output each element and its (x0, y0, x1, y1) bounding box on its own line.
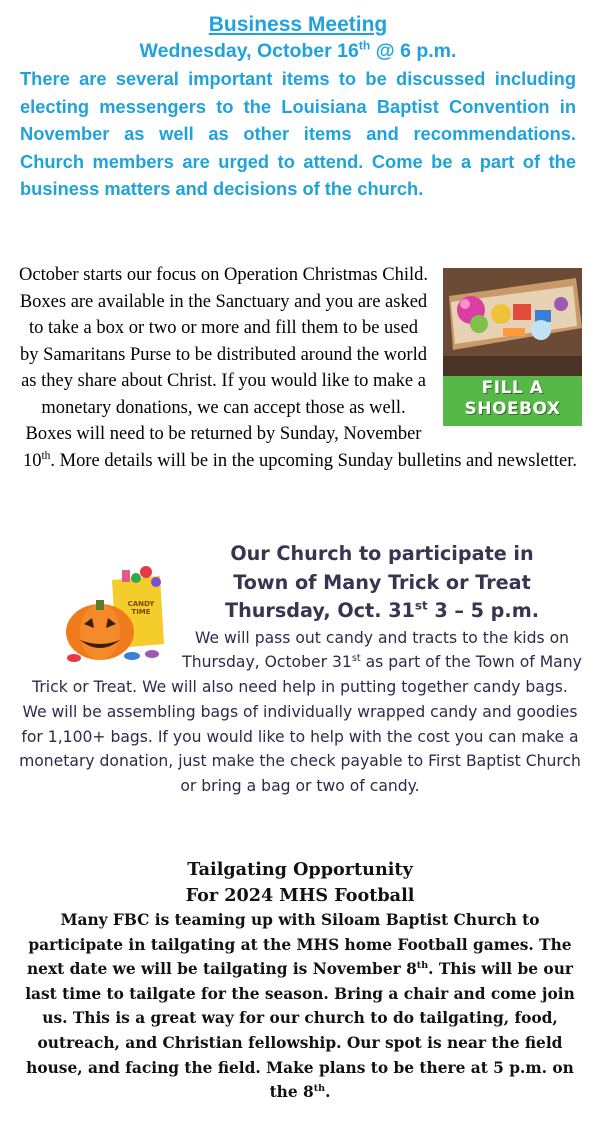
operation-christmas-child-section (18, 262, 582, 474)
tot-date-sup: st (414, 598, 428, 613)
tg-body-part2: . This will be our last time to tailgate for the season. Bring a chair and come join us. This is a great way for our church to do tailgating, food, outreach, and Christian fellowship. Our spot is near the field house, and facing the field. Make plans to be there at 5 p.m. on the 8 (25, 960, 575, 1102)
candy-pumpkin-image (60, 566, 172, 666)
shoebox-banner-text: FILL A SHOEBOX (464, 378, 561, 419)
occ-body-part2: . More details will be in the upcoming Sunday bulletins and newsletter. (50, 450, 578, 471)
trick-or-treat-title-line1: Our Church to participate in (230, 542, 534, 565)
tg-body-part1: Many FBC is teaming up with Siloam Baptist Church to participate in tailgating at the MHS home Football games. The next date we will be tailgating is November 8 (26, 911, 572, 979)
trick-or-treat-section (18, 540, 582, 799)
tg-body-part3: . (325, 1083, 331, 1102)
business-meeting-date-sup: th (358, 38, 371, 53)
tg-body-sup2: th (313, 1083, 326, 1095)
business-meeting-date (20, 38, 576, 64)
business-meeting-date-prefix: Wednesday, October 16 (139, 40, 359, 62)
tot-body-part1: We will pass out candy and tracts to the kids on Thursday, October 31 (182, 628, 570, 672)
business-meeting-title: Business Meeting (208, 13, 388, 36)
candy-time-label: CANDY TIME (127, 600, 155, 616)
tot-date-suffix: 3 – 5 p.m. (427, 599, 539, 622)
tailgating-body (16, 908, 584, 1105)
occ-body-part1: October starts our focus on Operation Christmas Child. Boxes are available in the Sanctuary and you are asked to take a box or two or more and fill them to be used by Samaritans Purse to be distributed around the world as they share about Christ. If you would like to make a monetary donations, we can accept those as well. Boxes will need to be returned by Sunday, November 10 (19, 265, 428, 471)
tailgating-title-line1: Tailgating Opportunity (187, 859, 413, 880)
tot-date-prefix: Thursday, Oct. 31 (225, 599, 415, 622)
fill-a-shoebox-image (443, 268, 582, 426)
tailgating-title-line2: For 2024 MHS Football (185, 884, 415, 906)
tailgating-section (16, 857, 584, 1105)
shoebox-photo-icon (443, 268, 582, 376)
business-meeting-date-suffix: @ 6 p.m. (370, 40, 457, 62)
occ-body-sup: th (41, 449, 51, 462)
pumpkin-icon (60, 566, 172, 666)
trick-or-treat-title-line2: Town of Many Trick or Treat (233, 570, 531, 594)
tot-body-part2: as part of the Town of Many Trick or Treat. We will also need help in putting together candy bags. We will be assembling bags of individually wrapped candy and goodies for 1,100+ bags. If you would like to help with the cost you can make a monetary donation, just make the check payable to First Baptist Church or bring a bag or two of candy. (19, 653, 582, 796)
business-meeting-section (20, 12, 576, 203)
tg-body-sup1: th (416, 960, 429, 972)
tot-body-sup: st (351, 653, 361, 665)
business-meeting-body: There are several important items to be discussed including electing messengers to the Louisiana Baptist Convention in November as well as other items and recommendations. Church members are urged to attend. Come be a part of the business matters and decisions of the church. (20, 68, 576, 200)
